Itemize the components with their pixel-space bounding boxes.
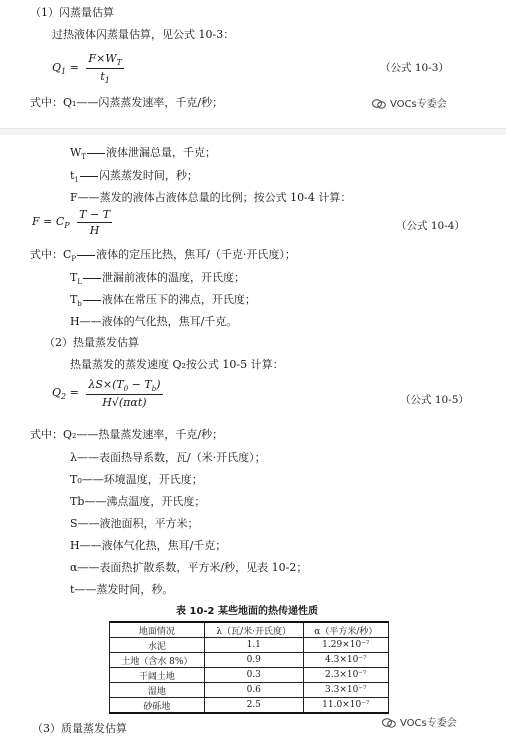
var-s: S——液池面积，平方米；: [70, 517, 199, 530]
table-cell: 0.6: [204, 683, 303, 698]
table-cell: 土地（含水 8%）: [110, 653, 205, 668]
var-f: F——蒸发的液体占液体总量的比例；按公式 10-4 计算：: [70, 191, 352, 204]
table-cell: 0.9: [204, 653, 303, 668]
var-lambda: λ——表面热导系数，瓦/（米·开氏度）；: [70, 451, 266, 464]
wechat-logo-icon: [372, 99, 386, 109]
table-caption: 表 10-2 某些地面的热传递性质: [176, 606, 318, 617]
table-cell: 4.3×10⁻⁷: [303, 653, 388, 668]
var-t0: T₀——环境温度，开氏度；: [70, 473, 203, 486]
table-cell: 水泥: [110, 638, 205, 653]
section2-intro: 热量蒸发的蒸发速度 Q₂按公式 10-5 计算：: [70, 358, 284, 371]
watermark-bottom: VOCs专委会: [382, 714, 457, 729]
var-tb: $T_b$ 液体在常压下的沸点，开氏度；: [70, 293, 256, 309]
table-header-cell: α（平方米/秒）: [303, 622, 388, 638]
table-cell: 湿地: [110, 683, 205, 698]
var-tl: $T_L$ 泄漏前液体的温度，开氏度；: [70, 271, 245, 287]
formula-10-3: [52, 52, 124, 85]
table-cell: 1.1: [204, 638, 303, 653]
table-header-cell: λ（瓦/米·开氏度）: [204, 622, 303, 638]
table-row: [110, 698, 389, 714]
table-cell: 干阔土地: [110, 668, 205, 683]
table-header-row: [110, 622, 389, 638]
var-tb2: Tb——沸点温度，开氏度；: [70, 495, 206, 508]
table-row: [110, 668, 389, 683]
table-cell: 1.29×10⁻⁷: [303, 638, 388, 653]
eq-label-10-3: （公式 10-3）: [380, 62, 449, 74]
formula-fraction: [86, 52, 124, 85]
eq-label-10-4: （公式 10-4）: [396, 220, 465, 232]
eq-label-10-5: （公式 10-5）: [400, 394, 469, 406]
var-q2: 式中：Q₂——热量蒸发速率，千克/秒；: [30, 428, 224, 441]
formula-10-5-denominator: H√(παt): [102, 396, 147, 410]
table-cell: 11.0×10⁻⁷: [303, 698, 388, 714]
formula-denominator: $t_1$: [100, 70, 110, 86]
section3-heading: （3）质量蒸发估算: [32, 722, 127, 735]
section1-heading: （1）闪蒸量估算: [30, 6, 114, 19]
table-cell: 2.3×10⁻⁷: [303, 668, 388, 683]
formula-numerator: $F\times W_T$: [88, 52, 122, 68]
heat-transfer-table: [109, 621, 389, 714]
formula-10-5-fraction: [86, 378, 162, 409]
table-row: [110, 638, 389, 653]
var-cp: 式中：$C_P$ 液体的定压比热，焦耳/（千克·开氏度）；: [30, 248, 296, 264]
var-h: H——液体的气化热，焦耳/千克。: [70, 315, 238, 328]
var-h2: H——液体气化热，焦耳/千克；: [70, 539, 227, 552]
section1-intro: 过热液体闪蒸量估算，见公式 10-3：: [52, 28, 235, 41]
var-wt: $W_T$ 液体泄漏总量，千克；: [70, 146, 216, 162]
wechat-logo-icon: [382, 718, 396, 728]
formula-10-4-denominator: H: [89, 224, 100, 237]
page-separator: [0, 128, 506, 135]
table-cell: 2.5: [204, 698, 303, 714]
table-cell: 砂砾地: [110, 698, 205, 714]
watermark-top: VOCs专委会: [372, 95, 447, 110]
table-cell: 0.3: [204, 668, 303, 683]
var-t: t——蒸发时间，秒。: [70, 583, 174, 596]
formula-10-4: $F = C_P$ $\frac{T - T}{H}$: [32, 208, 111, 237]
where-q1: 式中：Q₁——闪蒸蒸发速率，千克/秒；: [30, 96, 224, 109]
var-alpha: α——表面热扩散系数，平方米/秒，见表 10-2；: [70, 561, 308, 574]
formula-lhs: $Q_1$ =: [52, 61, 79, 77]
table-row: [110, 653, 389, 668]
formula-10-5: $Q_2$ = $\frac{\lambda S\times(T_0 - T_b)}{\text{H√(παt)}}$: [52, 378, 161, 410]
var-t1: $t_1$ 闪蒸蒸发时间，秒；: [70, 169, 198, 185]
table-cell: 3.3×10⁻⁷: [303, 683, 388, 698]
table-row: [110, 683, 389, 698]
formula-10-5-numerator: $\lambda S\times(T_0 - T_b)$: [88, 378, 161, 394]
table-header-cell: 地面情况: [110, 622, 205, 638]
formula-10-4-numerator: T − T: [79, 208, 111, 221]
section2-heading: （2）热量蒸发估算: [44, 336, 139, 349]
formula-10-4-fraction: [77, 208, 112, 237]
